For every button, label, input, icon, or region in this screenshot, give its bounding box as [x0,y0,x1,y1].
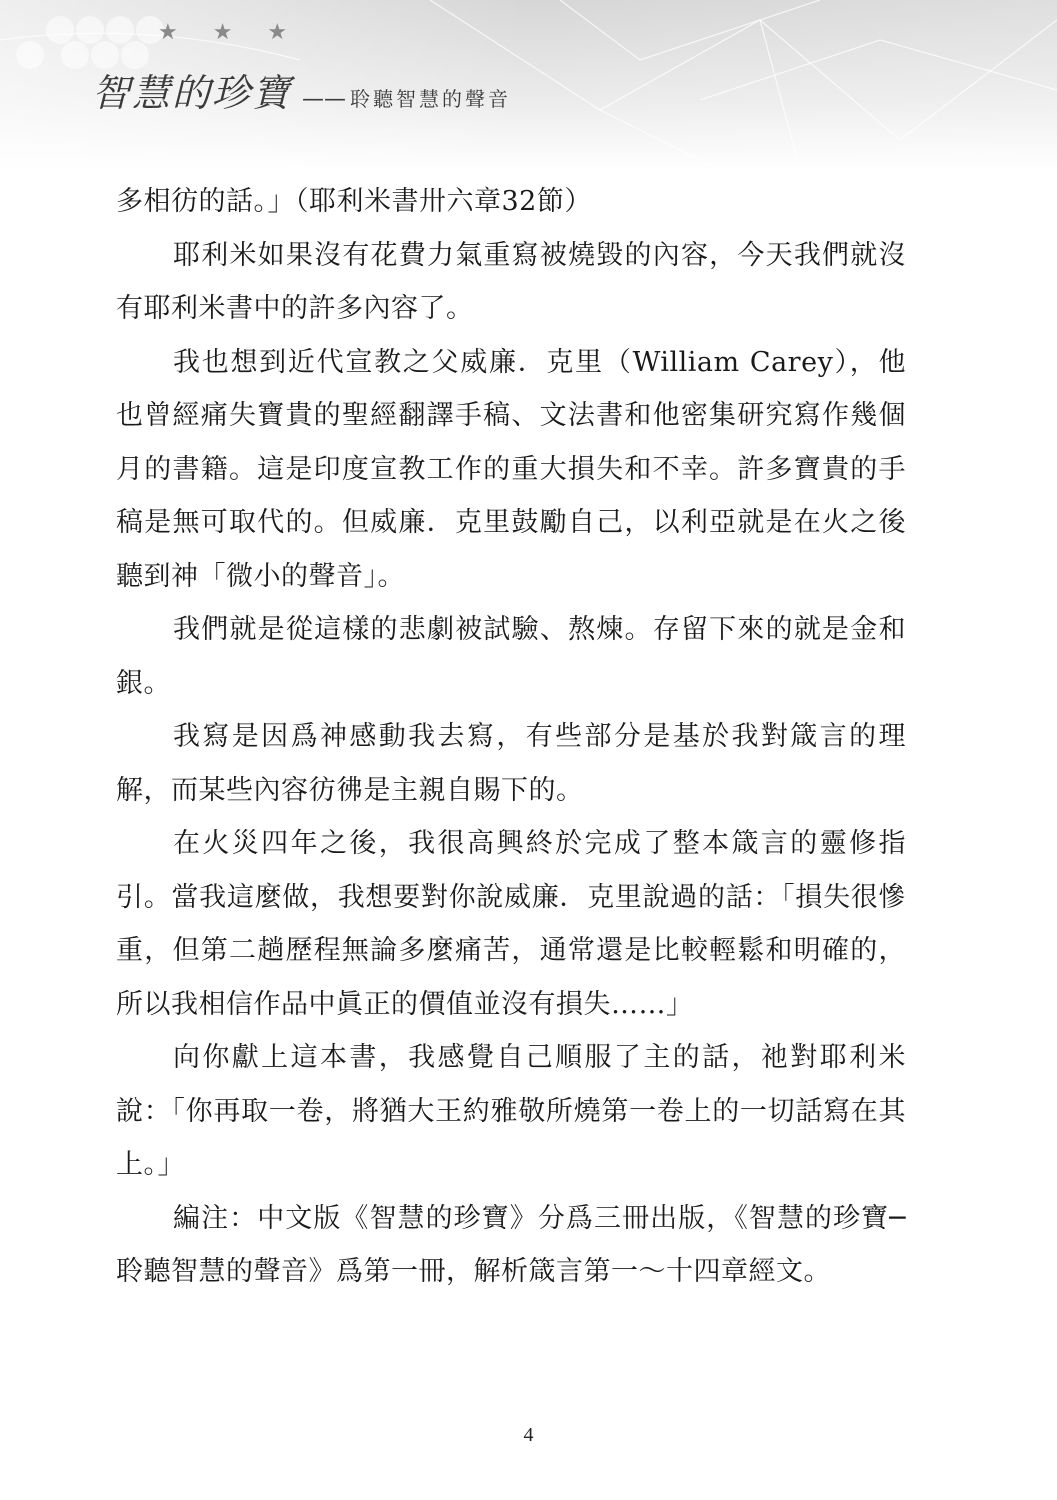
paragraph: 我也想到近代宣教之父威廉．克里（William Carey），他也曾經痛失寶貴的聖經翻譯手稿、文法書和他密集研究寫作幾個月的書籍。這是印度宣教工作的重大損失和不幸。許多寶貴的手稿是無可取代的。但威廉．克里鼓勵自己，以利亞就是在火之後聽到神「微小的聲音」。 [116,346,906,592]
book-subtitle: 聆聽智慧的聲音 [350,87,512,111]
book-title: 智慧的珍寶 [92,71,293,115]
page-number: 4 [523,1424,534,1446]
paragraph: 耶利米如果沒有花費力氣重寫被燒毀的內容，今天我們就沒有耶利米書中的許多內容了。 [116,239,906,324]
page-header [0,0,1057,170]
paragraph: 我寫是因爲神感動我去寫，有些部分是基於我對箴言的理解，而某些內容彷彿是主親自賜下的。 [116,721,906,806]
decorative-stars: ★ ★ ★ [158,20,302,45]
paragraph: 編注：中文版《智慧的珍寶》分爲三冊出版，《智慧的珍寶─聆聽智慧的聲音》爲第一冊，解析箴言第一～十四章經文。 [116,1202,906,1287]
paragraph: 我們就是從這樣的悲劇被試驗、熬煉。存留下來的就是金和銀。 [116,614,906,699]
body-text [116,175,906,1299]
paragraph: 向你獻上這本書，我感覺自己順服了主的話，祂對耶利米說：「你再取一卷，將猶大王約雅敬所燒第一卷上的一切話寫在其上。」 [116,1042,906,1180]
paragraph: 多相彷的話。」（耶利米書卅六章32節） [116,186,592,217]
running-header [92,62,511,117]
header-dash: —— [302,87,347,112]
paragraph: 在火災四年之後，我很高興終於完成了整本箴言的靈修指引。當我這麼做，我想要對你說威廉．克里說過的話：「損失很慘重，但第二趟歷程無論多麼痛苦，通常還是比較輕鬆和明確的，所以我相信作品中眞正的價值並沒有損失……」 [116,828,906,1020]
